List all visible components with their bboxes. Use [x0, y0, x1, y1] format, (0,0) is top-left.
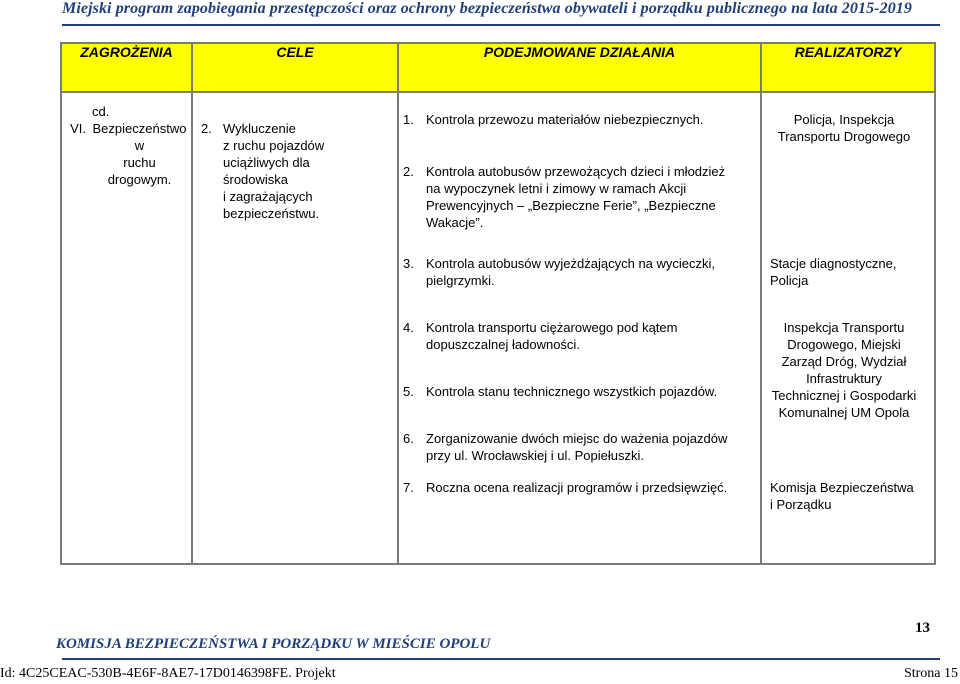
- action-item: [403, 319, 763, 353]
- action-number: 6.: [403, 431, 414, 446]
- action-line: pielgrzymki.: [426, 273, 495, 288]
- document-running-title: Miejski program zapobiegania przestępczości oraz ochrony bezpieczeństwa obywateli i porządku publicznego na lata 2015-2019: [62, 0, 913, 17]
- goal-line: środowiska: [223, 172, 289, 187]
- action-line: dopuszczalnej ładowności.: [426, 337, 580, 352]
- threat-cd: cd.: [92, 104, 110, 119]
- header-rule: [62, 24, 940, 26]
- action-number: 4.: [403, 320, 414, 335]
- sheet-number: Strona 15: [903, 666, 958, 681]
- executor-line: Stacje diagnostyczne,: [770, 256, 897, 271]
- goal-item: [201, 120, 393, 222]
- executor-line: Inspekcja Transportu: [783, 320, 905, 335]
- executor-line: Drogowego, Miejski: [787, 337, 901, 352]
- goal-line: z ruchu pojazdów: [223, 138, 325, 153]
- goal-line: bezpieczeństwu.: [223, 206, 320, 221]
- action-line: na wypoczynek letni i zimowy w ramach Akcji: [426, 181, 687, 196]
- executor-line: Policja: [770, 273, 809, 288]
- col-header-executors: REALIZATORZY: [761, 43, 935, 92]
- action-item: [403, 255, 763, 289]
- table-row: [61, 92, 935, 564]
- executor-line: i Porządku: [770, 497, 832, 512]
- action-line: Kontrola transportu ciężarowego pod kątem: [426, 320, 678, 335]
- executor-line: Zarząd Dróg, Wydział: [781, 354, 907, 369]
- executor-line: Transportu Drogowego: [777, 129, 911, 144]
- footer-rule: [62, 658, 940, 660]
- executors-cell: [761, 92, 935, 564]
- goal-line: Wykluczenie: [223, 121, 296, 136]
- executor-item: [770, 479, 930, 513]
- action-item: [403, 430, 763, 464]
- goal-line: uciążliwych dla: [223, 155, 310, 170]
- action-line: Kontrola przewozu materiałów niebezpiecznych.: [426, 112, 704, 127]
- action-number: 5.: [403, 384, 414, 399]
- threat-cell: [61, 92, 192, 564]
- action-item: [403, 383, 763, 400]
- threat-line: ruchu drogowym.: [107, 155, 172, 187]
- threat-continuation: [64, 103, 187, 120]
- document-id: Id: 4C25CEAC-530B-4E6F-8AE7-17D0146398FE. Projekt: [0, 666, 336, 681]
- executor-item: [764, 111, 924, 145]
- action-line: Roczna ocena realizacji programów i przedsięwzięć.: [426, 480, 728, 495]
- goal-number: 2.: [201, 121, 212, 136]
- executor-item: [770, 255, 930, 289]
- executor-item: [764, 319, 924, 421]
- action-item: [403, 163, 763, 231]
- action-number: 2.: [403, 164, 414, 179]
- action-number: 1.: [403, 112, 414, 127]
- threat-item: [64, 120, 187, 188]
- col-header-goals: CELE: [192, 43, 398, 92]
- executor-line: Policja, Inspekcja: [793, 112, 895, 127]
- goal-cell: [192, 92, 398, 564]
- threat-line: Bezpieczeństwo w: [92, 121, 187, 153]
- executor-line: Technicznej i Gospodarki: [771, 388, 917, 403]
- action-line: Kontrola autobusów przewożących dzieci i młodzież: [426, 164, 726, 179]
- action-line: przy ul. Wrocławskiej i ul. Popiełuszki.: [426, 448, 644, 463]
- action-line: Kontrola autobusów wyjeżdżających na wycieczki,: [426, 256, 716, 271]
- program-table: [60, 42, 936, 565]
- threat-number: VI.: [70, 121, 86, 136]
- goal-line: i zagrażających: [223, 189, 313, 204]
- action-number: 3.: [403, 256, 414, 271]
- col-header-actions: PODEJMOWANE DZIAŁANIA: [398, 43, 761, 92]
- actions-cell: [398, 92, 761, 564]
- action-item: [403, 111, 763, 128]
- action-line: Kontrola stanu technicznego wszystkich pojazdów.: [426, 384, 718, 399]
- action-line: Wakacje”.: [426, 215, 484, 230]
- executor-line: Infrastruktury: [806, 371, 882, 386]
- action-number: 7.: [403, 480, 414, 495]
- committee-footer: KOMISJA BEZPIECZEŃSTWA I PORZĄDKU W MIEŚCIE OPOLU: [56, 636, 491, 652]
- action-line: Zorganizowanie dwóch miejsc do ważenia pojazdów: [426, 431, 728, 446]
- col-header-threats: ZAGROŻENIA: [61, 43, 192, 92]
- page-number: 13: [915, 620, 930, 636]
- action-item: [403, 479, 763, 496]
- executor-line: Komisja Bezpieczeństwa: [770, 480, 914, 495]
- action-line: Prewencyjnych – „Bezpieczne Ferie”, „Bezpieczne: [426, 198, 716, 213]
- table-header-row: [61, 43, 935, 92]
- executor-line: Komunalnej UM Opola: [778, 405, 910, 420]
